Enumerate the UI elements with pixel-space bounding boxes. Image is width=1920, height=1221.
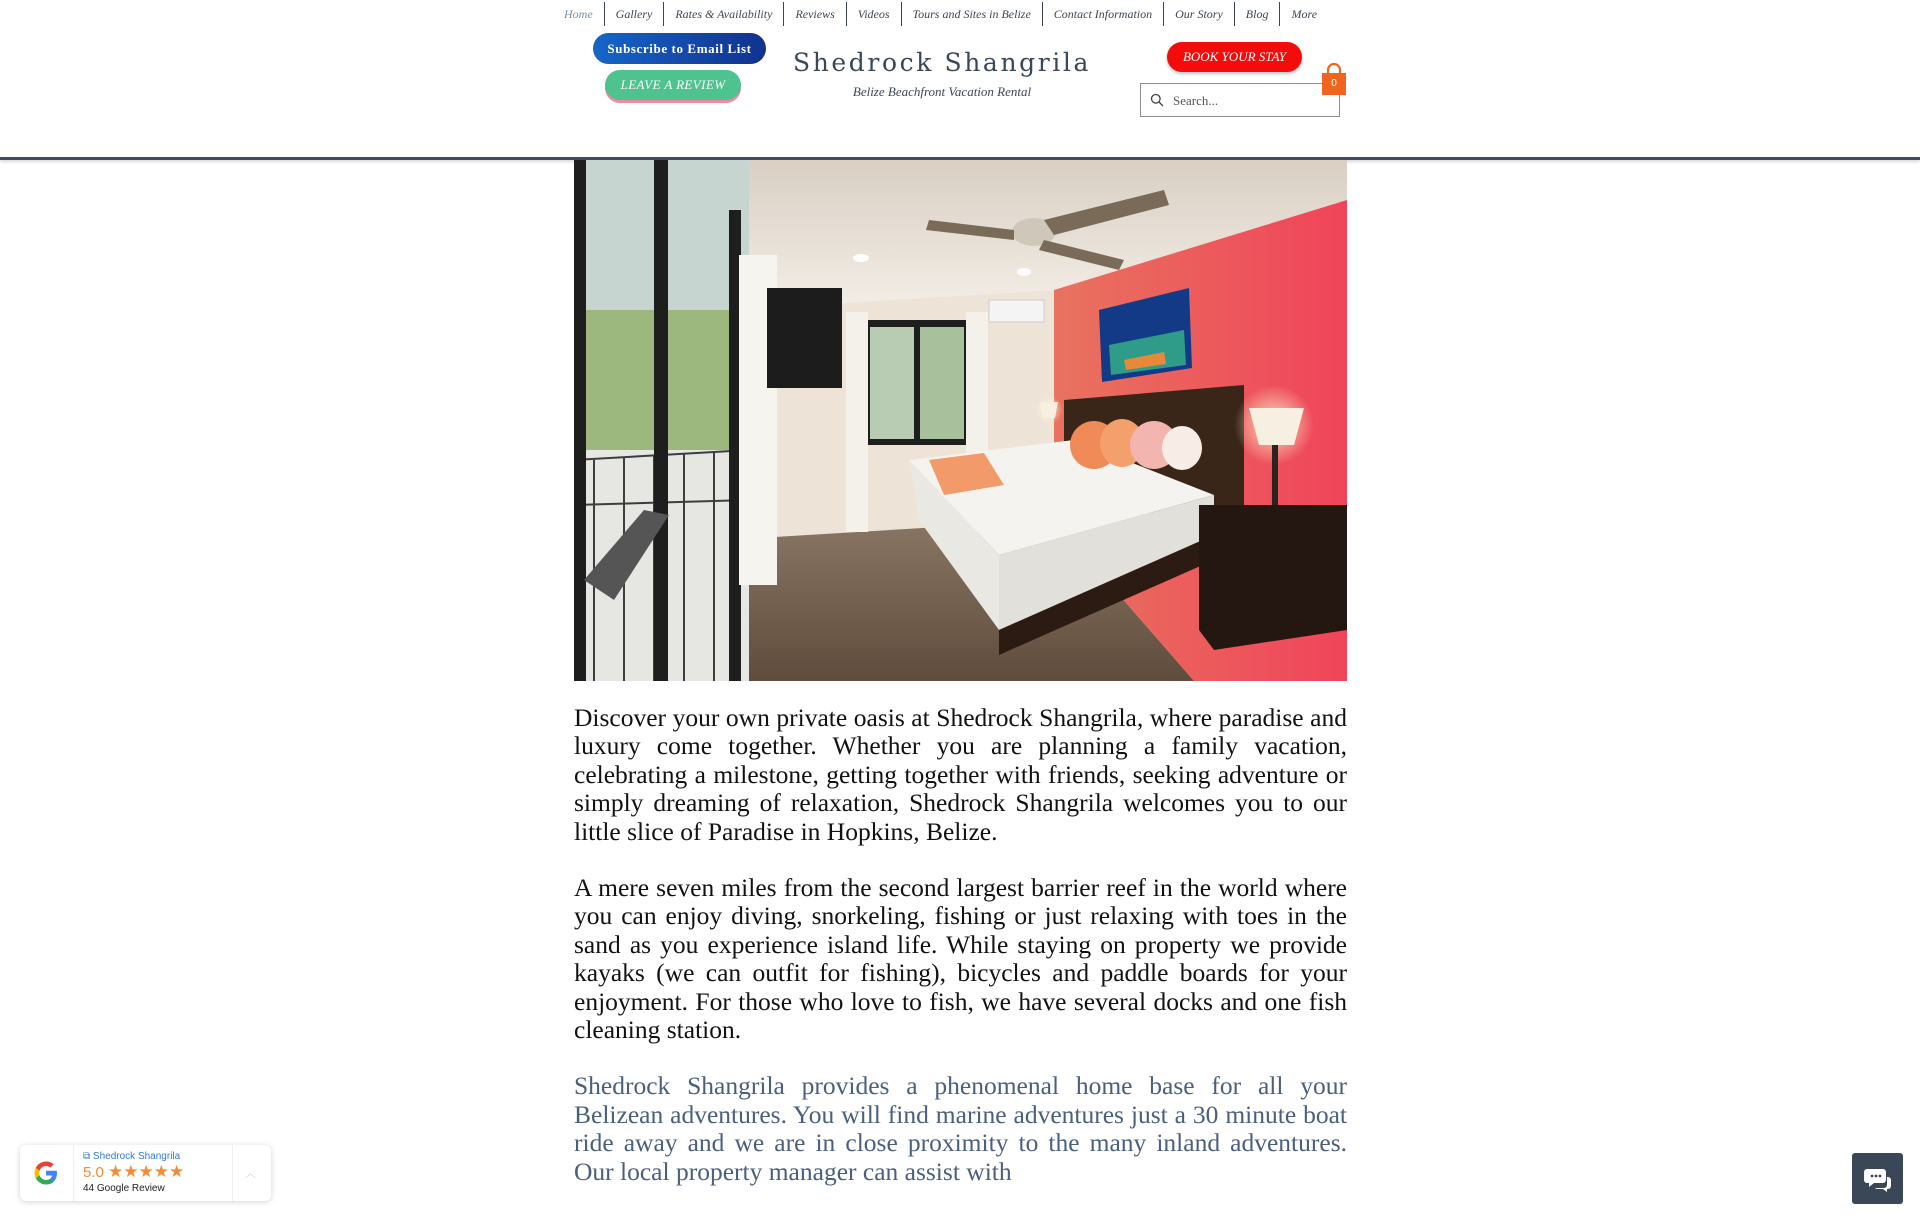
nav-item-home[interactable]: Home — [564, 7, 593, 21]
nav-item-more[interactable]: More — [1291, 7, 1318, 21]
nav-item-tours[interactable]: Tours and Sites in Belize — [912, 7, 1031, 21]
chevron-up-icon[interactable]: ︿ — [245, 1168, 256, 1180]
hero-bedroom-image — [574, 160, 1347, 681]
nav-item-contact[interactable]: Contact Information — [1053, 7, 1153, 21]
search-box[interactable] — [1140, 83, 1340, 117]
google-business-name[interactable]: ⧉ Shedrock Shangrila — [83, 1151, 181, 1162]
nav-item-gallery[interactable]: Gallery — [615, 7, 653, 21]
google-business-name-text: Shedrock Shangrila — [92, 1151, 181, 1162]
subscribe-button[interactable]: Subscribe to Email List — [593, 33, 766, 64]
cart-count: 0 — [1331, 78, 1337, 89]
cart-button[interactable] — [1320, 62, 1348, 96]
google-reviews-widget[interactable] — [20, 1145, 271, 1201]
chat-bubbles-icon — [1863, 1164, 1893, 1194]
widget-divider — [232, 1145, 233, 1201]
google-rating-score: 5.0 — [83, 1164, 104, 1181]
book-your-stay-button[interactable]: BOOK YOUR STAY — [1167, 42, 1302, 72]
intro-paragraph-3: Shedrock Shangrila provides a phenomenal home base for all your Belizean adventures. You will find marine adventures just a 30 minute boat ride away and we are in close proximity to the many inland adventures. Our local property manager can assist with — [574, 1071, 1347, 1186]
intro-content — [574, 704, 1347, 1214]
google-review-count: 44 Google Review — [83, 1183, 165, 1194]
google-logo-panel — [20, 1145, 74, 1201]
leave-review-button[interactable]: LEAVE A REVIEW — [605, 70, 741, 100]
search-input[interactable] — [1171, 90, 1335, 112]
site-tagline: Belize Beachfront Vacation Rental — [852, 84, 1032, 99]
intro-paragraph-2: A mere seven miles from the second largest barrier reef in the world where you can enjoy diving, snorkeling, fishing or just relaxing with toes in the sand as you experience island life. While staying on property we provide kayaks (we can outfit for fishing), bicycles and paddle boards for your enjoyment. For those who love to fish, we have several docks and one fish cleaning station. — [574, 873, 1347, 1045]
site-title[interactable]: Shedrock Shangrila — [792, 48, 1091, 77]
search-icon — [1150, 93, 1164, 107]
rating-stars-icon: ★★★★★ — [108, 1162, 185, 1181]
google-g-icon — [32, 1159, 60, 1187]
nav-item-blog[interactable]: Blog — [1245, 7, 1269, 21]
nav-item-our-story[interactable]: Our Story — [1175, 7, 1223, 21]
nav-item-rates[interactable]: Rates & Availability — [675, 7, 773, 21]
nav-item-videos[interactable]: Videos — [857, 7, 890, 21]
main-nav — [553, 2, 1328, 26]
site-header — [0, 0, 1920, 160]
intro-paragraph-1: Discover your own private oasis at Shedrock Shangrila, where paradise and luxury come together. Whether you are planning a family vacation, celebrating a milestone, getting together with friends, seeking adventure or simply dreaming of relaxation, Shedrock Shangrila welcomes you to our little slice of Paradise in Hopkins, Belize. — [574, 703, 1347, 846]
bedroom-photo — [574, 160, 1347, 681]
chat-button[interactable] — [1852, 1153, 1903, 1204]
nav-item-reviews[interactable]: Reviews — [795, 7, 835, 21]
